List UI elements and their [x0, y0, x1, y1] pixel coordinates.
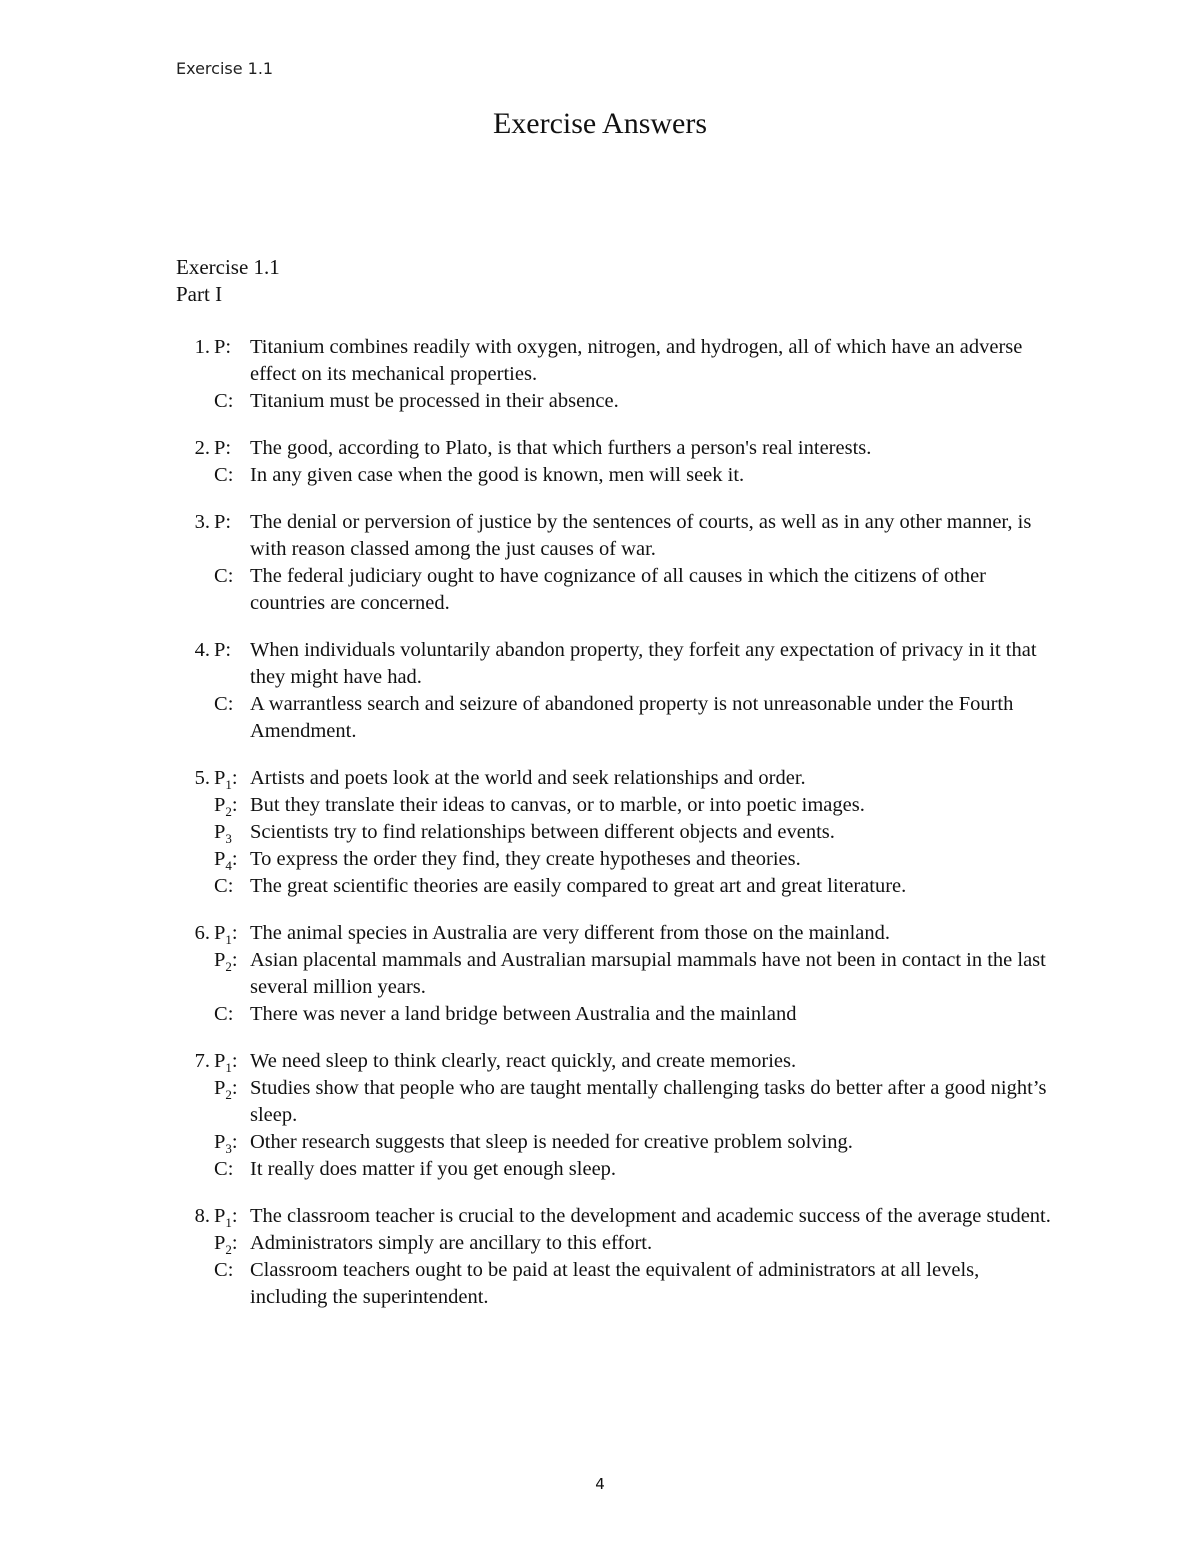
- line-label: P:: [214, 437, 232, 459]
- item-number: 1.: [194, 336, 210, 358]
- line-text: The great scientific theories are easily compared to great art and great literature.: [250, 875, 907, 897]
- item-number: 8.: [194, 1205, 210, 1227]
- line-label: $P_2$:: [214, 949, 238, 975]
- item-number: [176, 1001, 214, 1028]
- line-label: P:: [214, 336, 232, 358]
- conclusion-line: [176, 691, 1056, 745]
- page-title: Exercise Answers: [492, 107, 708, 140]
- line-text: When individuals voluntarily abandon property, they forfeit any expectation of privacy in it that they might have had.: [250, 639, 1037, 688]
- item-number: [176, 947, 214, 1001]
- line-label: C:: [214, 565, 234, 587]
- answer-item: [176, 334, 1056, 415]
- line-text: Other research suggests that sleep is needed for creative problem solving.: [250, 1131, 853, 1153]
- conclusion-line: [176, 462, 1056, 489]
- conclusion-line: [176, 563, 1056, 617]
- item-number: [176, 1230, 214, 1257]
- line-label: P:: [214, 639, 232, 661]
- conclusion-line: [176, 873, 1056, 900]
- line-text: The good, according to Plato, is that which furthers a person's real interests.: [250, 437, 872, 459]
- item-number: 5.: [194, 767, 210, 789]
- conclusion-line: [176, 1156, 1056, 1183]
- conclusion-line: [176, 1257, 1056, 1311]
- line-label: $P_1$:: [214, 767, 238, 793]
- line-label: P:: [214, 511, 232, 533]
- conclusion-line: [176, 388, 1056, 415]
- line-text: Classroom teachers ought to be paid at least the equivalent of administrators at all levels, including the superintendent.: [250, 1259, 980, 1308]
- line-text: There was never a land bridge between Australia and the mainland: [250, 1003, 797, 1025]
- answer-item: [176, 637, 1056, 745]
- line-text: Scientists try to find relationships between different objects and events.: [250, 821, 835, 843]
- item-number: [176, 846, 214, 873]
- line-label: $P_2$:: [214, 794, 238, 820]
- line-label: $P_3$:: [214, 1131, 238, 1157]
- line-label: $P_1$:: [214, 922, 238, 948]
- item-number: [176, 1075, 214, 1129]
- line-label: C:: [214, 1259, 234, 1281]
- answer-item: [176, 1048, 1056, 1183]
- line-label: $P_1$:: [214, 1050, 238, 1076]
- item-number: [176, 563, 214, 617]
- premise-line: [176, 509, 1056, 563]
- item-number: 4.: [194, 639, 210, 661]
- line-text: But they translate their ideas to canvas, or to marble, or into poetic images.: [250, 794, 865, 816]
- premise-line: [176, 1230, 1056, 1257]
- line-text: A warrantless search and seizure of abandoned property is not unreasonable under the Fourth Amendment.: [250, 693, 1014, 742]
- item-number: [176, 792, 214, 819]
- premise-line: [176, 920, 1056, 947]
- item-number: [176, 691, 214, 745]
- premise-line: [176, 435, 1056, 462]
- premise-line: [176, 334, 1056, 388]
- line-label: C:: [214, 1003, 234, 1025]
- item-number: 6.: [194, 922, 210, 944]
- line-label: $P_3$: [214, 821, 232, 847]
- premise-line: [176, 846, 1056, 873]
- premise-line: [176, 637, 1056, 691]
- line-text: Asian placental mammals and Australian marsupial mammals have not been in contact in the last several million years.: [250, 949, 1046, 998]
- premise-line: [176, 765, 1056, 792]
- line-label: C:: [214, 693, 234, 715]
- line-text: Titanium combines readily with oxygen, nitrogen, and hydrogen, all of which have an adverse effect on its mechanical properties.: [250, 336, 1023, 385]
- item-number: [176, 1129, 214, 1156]
- line-text: The classroom teacher is crucial to the development and academic success of the average student.: [250, 1205, 1051, 1227]
- line-text: It really does matter if you get enough sleep.: [250, 1158, 617, 1180]
- line-label: $P_2$:: [214, 1232, 238, 1258]
- item-number: 3.: [194, 511, 210, 533]
- line-text: The federal judiciary ought to have cognizance of all causes in which the citizens of other countries are concerned.: [250, 565, 986, 614]
- item-number: [176, 819, 214, 846]
- line-text: Titanium must be processed in their absence.: [250, 390, 619, 412]
- item-number: [176, 873, 214, 900]
- answer-item: [176, 435, 1056, 489]
- premise-line: [176, 1129, 1056, 1156]
- exercise-heading: Exercise 1.1: [176, 255, 280, 279]
- item-number: 7.: [194, 1050, 210, 1072]
- line-label: C:: [214, 875, 234, 897]
- line-label: $P_2$:: [214, 1077, 238, 1103]
- premise-line: [176, 947, 1056, 1001]
- item-number: 2.: [194, 437, 210, 459]
- page-number: 4: [595, 1475, 605, 1493]
- line-text: The denial or perversion of justice by the sentences of courts, as well as in any other manner, is with reason classed among the just causes of war.: [250, 511, 1032, 560]
- premise-line: [176, 792, 1056, 819]
- line-label: C:: [214, 390, 234, 412]
- conclusion-line: [176, 1001, 1056, 1028]
- answer-list: [176, 334, 1056, 1331]
- line-label: $P_4$:: [214, 848, 238, 874]
- part-heading: Part I: [176, 282, 223, 306]
- answer-item: [176, 765, 1056, 900]
- line-text: Administrators simply are ancillary to this effort.: [250, 1232, 653, 1254]
- line-text: In any given case when the good is known, men will seek it.: [250, 464, 745, 486]
- running-header: Exercise 1.1: [176, 59, 274, 78]
- item-number: [176, 462, 214, 489]
- answer-item: [176, 1203, 1056, 1311]
- line-text: The animal species in Australia are very different from those on the mainland.: [250, 922, 891, 944]
- line-text: Artists and poets look at the world and seek relationships and order.: [250, 767, 806, 789]
- line-label: C:: [214, 464, 234, 486]
- line-text: Studies show that people who are taught mentally challenging tasks do better after a good night’s sleep.: [250, 1077, 1047, 1126]
- line-label: $P_1$:: [214, 1205, 238, 1231]
- answer-item: [176, 920, 1056, 1028]
- premise-line: [176, 1203, 1056, 1230]
- line-text: We need sleep to think clearly, react quickly, and create memories.: [250, 1050, 797, 1072]
- line-label: C:: [214, 1158, 234, 1180]
- premise-line: [176, 819, 1056, 846]
- item-number: [176, 1156, 214, 1183]
- item-number: [176, 388, 214, 415]
- item-number: [176, 1257, 214, 1311]
- line-text: To express the order they find, they create hypotheses and theories.: [250, 848, 801, 870]
- answer-item: [176, 509, 1056, 617]
- premise-line: [176, 1075, 1056, 1129]
- premise-line: [176, 1048, 1056, 1075]
